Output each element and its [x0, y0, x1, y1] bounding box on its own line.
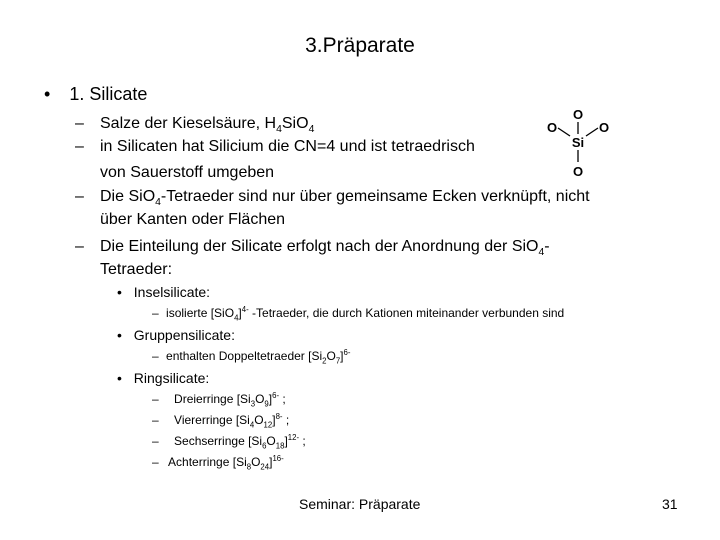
category-inselsilicate	[117, 284, 210, 300]
point-text-line1: Die SiO$_4$-Tetraeder sind nur über gemeinsame Ecken verknüpft, nicht	[100, 188, 590, 209]
category-label: Gruppensilicate:	[133, 327, 235, 343]
point-text-line1: in Silicaten hat Silicium die CN=4 und ist tetraedrisch	[100, 138, 475, 155]
bond-left	[558, 128, 570, 136]
bond-right	[586, 128, 598, 136]
category-item: – Viererringe $[Si_4O_{12}]^{8-}$ ;	[152, 412, 290, 430]
point-4-line2: Tetraeder:	[100, 261, 173, 278]
category-item: – Sechserringe $[Si_6O_{18}]^{12-}$ ;	[152, 433, 306, 451]
point-dash: –	[75, 115, 84, 132]
page-number: 31	[662, 496, 678, 512]
slide-title: 3.Präparate	[305, 34, 415, 57]
category-item: – Achterringe $[Si_8O_{24}]^{16-}$	[152, 454, 284, 472]
category-item: – enthalten Doppeltetraeder $[Si_2O_7]^{6-}$	[152, 348, 351, 366]
atom-o-left: O	[546, 120, 558, 135]
category-item: – isolierte $[SiO_4]^{4-}$ -Tetraeder, die durch Kationen miteinander verbunden sind	[152, 305, 565, 323]
point-3	[75, 187, 590, 209]
point-1	[75, 114, 315, 136]
sio4-structure-diagram	[540, 102, 620, 178]
category-bullet: •	[117, 327, 122, 343]
section-label: 1. Silicate	[69, 84, 148, 104]
point-4	[75, 237, 550, 259]
point-dash: –	[75, 138, 84, 155]
atom-si-center: Si	[571, 135, 585, 150]
section-heading	[44, 84, 147, 105]
category-bullet: •	[117, 284, 122, 300]
atom-o-top: O	[572, 107, 584, 122]
atom-o-right: O	[598, 120, 610, 135]
point-3-line2: über Kanten oder Flächen	[100, 211, 286, 228]
footer-text: Seminar: Präparate	[299, 496, 421, 512]
point-2-line2: von Sauerstoff umgeben	[100, 164, 275, 181]
category-item: – Dreierringe $[Si_3O_9]^{6-}$ ;	[152, 391, 286, 409]
category-gruppensilicate	[117, 327, 235, 343]
point-dash: –	[75, 188, 84, 205]
section-bullet: •	[44, 84, 51, 104]
category-ringsilicate	[117, 370, 209, 386]
point-text-line1: Die Einteilung der Silicate erfolgt nach der Anordnung der SiO$_4$-	[100, 238, 550, 259]
point-2	[75, 137, 475, 157]
point-text: Salze der Kieselsäure, $H_4SiO_4$	[100, 115, 315, 136]
point-dash: –	[75, 238, 84, 255]
category-label: Inselsilicate:	[133, 284, 211, 300]
category-label: Ringsilicate:	[133, 370, 210, 386]
atom-o-bottom: O	[572, 164, 584, 178]
category-bullet: •	[117, 370, 122, 386]
